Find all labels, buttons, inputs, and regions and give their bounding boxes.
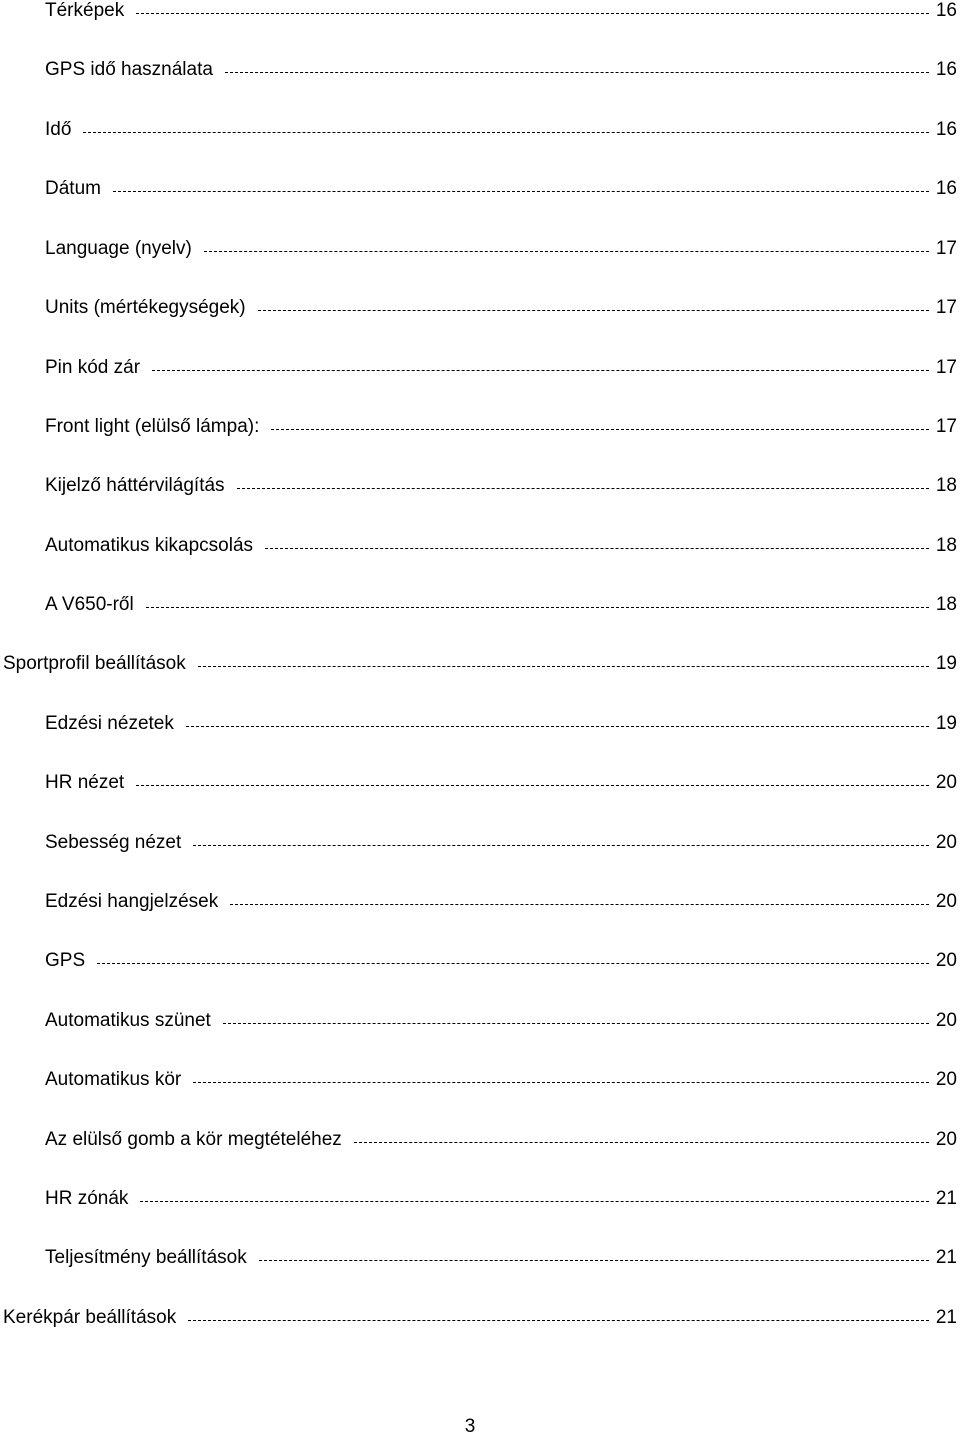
toc-entry-page: 18 [935, 475, 957, 496]
toc-entry-page: 17 [935, 416, 957, 437]
toc-entry-title: Automatikus kör [45, 1069, 182, 1090]
toc-entry-page: 16 [935, 119, 957, 140]
toc-entry-title: Kijelző háttérvilágítás [45, 475, 225, 496]
toc-entry-page: 16 [935, 59, 957, 80]
toc-entry-title: Pin kód zár [45, 357, 141, 378]
toc-entry-page: 17 [935, 238, 957, 259]
toc-entry[interactable] [0, 0, 960, 30]
toc-dotted-leader [225, 72, 929, 73]
toc-entry-page: 16 [935, 178, 957, 199]
toc-dotted-leader [354, 1142, 929, 1143]
toc-entry-page: 18 [935, 535, 957, 556]
toc-dotted-leader [83, 132, 929, 133]
toc-dotted-leader [258, 310, 929, 311]
toc-dotted-leader [230, 904, 929, 905]
toc-entry[interactable] [0, 59, 960, 89]
toc-entry-title: GPS idő használata [45, 59, 213, 80]
toc-entry-title: GPS [45, 950, 86, 971]
toc-entry-page: 18 [935, 594, 957, 615]
toc-entry-page: 17 [935, 297, 957, 318]
toc-entry-page: 21 [935, 1307, 957, 1328]
toc-entry[interactable] [0, 1307, 960, 1337]
toc-entry-page: 17 [935, 357, 957, 378]
toc-entry[interactable] [0, 713, 960, 743]
toc-entry[interactable] [0, 772, 960, 802]
toc-entry[interactable] [0, 653, 960, 683]
toc-dotted-leader [193, 845, 929, 846]
toc-entry[interactable] [0, 297, 960, 327]
toc-dotted-leader [271, 429, 929, 430]
toc-entry-page: 20 [935, 772, 957, 793]
toc-entry[interactable] [0, 1188, 960, 1218]
toc-entry-title: Sportprofil beállítások [3, 653, 186, 674]
toc-entry[interactable] [0, 238, 960, 268]
toc-entry[interactable] [0, 475, 960, 505]
toc-entry-title: Térképek [45, 0, 125, 21]
toc-dotted-leader [193, 1082, 929, 1083]
toc-entry[interactable] [0, 416, 960, 446]
toc-dotted-leader [136, 785, 929, 786]
toc-entry-title: Dátum [45, 178, 101, 199]
toc-entry-page: 16 [935, 0, 957, 21]
toc-entry[interactable] [0, 950, 960, 980]
toc-dotted-leader [259, 1260, 929, 1261]
toc-entry-page: 20 [935, 832, 957, 853]
toc-entry-title: Az elülső gomb a kör megtételéhez [45, 1129, 342, 1150]
toc-entry[interactable] [0, 1069, 960, 1099]
toc-entry-title: Kerékpár beállítások [3, 1307, 177, 1328]
toc-entry[interactable] [0, 594, 960, 624]
toc-entry-title: Sebesség nézet [45, 832, 182, 853]
toc-entry-title: Idő [45, 119, 72, 140]
toc-dotted-leader [204, 251, 929, 252]
toc-entry[interactable] [0, 119, 960, 149]
toc-entry[interactable] [0, 832, 960, 862]
toc-entry-title: Language (nyelv) [45, 238, 192, 259]
toc-entry-page: 20 [935, 950, 957, 971]
toc-entry[interactable] [0, 535, 960, 565]
toc-entry-title: HR nézet [45, 772, 125, 793]
toc-entry-title: Automatikus szünet [45, 1010, 211, 1031]
toc-dotted-leader [152, 370, 929, 371]
toc-dotted-leader [140, 1201, 929, 1202]
toc-dotted-leader [113, 191, 929, 192]
toc-entry-page: 21 [935, 1247, 957, 1268]
toc-entry-title: HR zónák [45, 1188, 129, 1209]
toc-entry[interactable] [0, 891, 960, 921]
toc-entry[interactable] [0, 357, 960, 387]
toc-entry-page: 19 [935, 713, 957, 734]
toc-entry[interactable] [0, 1129, 960, 1159]
toc-entry-page: 20 [935, 1069, 957, 1090]
toc-dotted-leader [265, 548, 929, 549]
toc-entry-title: Automatikus kikapcsolás [45, 535, 254, 556]
toc-entry-title: Units (mértékegységek) [45, 297, 246, 318]
toc-entry-page: 20 [935, 1010, 957, 1031]
page-number: 3 [464, 1416, 476, 1437]
toc-dotted-leader [146, 607, 929, 608]
toc-entry-title: Edzési hangjelzések [45, 891, 219, 912]
toc-dotted-leader [188, 1320, 929, 1321]
toc-dotted-leader [97, 963, 929, 964]
toc-entry-page: 21 [935, 1188, 957, 1209]
toc-entry-page: 19 [935, 653, 957, 674]
toc-dotted-leader [237, 488, 929, 489]
toc-entry-title: Edzési nézetek [45, 713, 174, 734]
toc-entry-page: 20 [935, 1129, 957, 1150]
toc-dotted-leader [136, 13, 929, 14]
toc-entry-page: 20 [935, 891, 957, 912]
toc-entry-title: Front light (elülső lámpa): [45, 416, 260, 437]
toc-entry[interactable] [0, 1010, 960, 1040]
toc-entry-title: A V650-ről [45, 594, 134, 615]
toc-entry-title: Teljesítmény beállítások [45, 1247, 247, 1268]
toc-entry[interactable] [0, 1247, 960, 1277]
toc-dotted-leader [223, 1023, 929, 1024]
toc-entry[interactable] [0, 178, 960, 208]
toc-dotted-leader [186, 726, 929, 727]
toc-dotted-leader [198, 666, 929, 667]
